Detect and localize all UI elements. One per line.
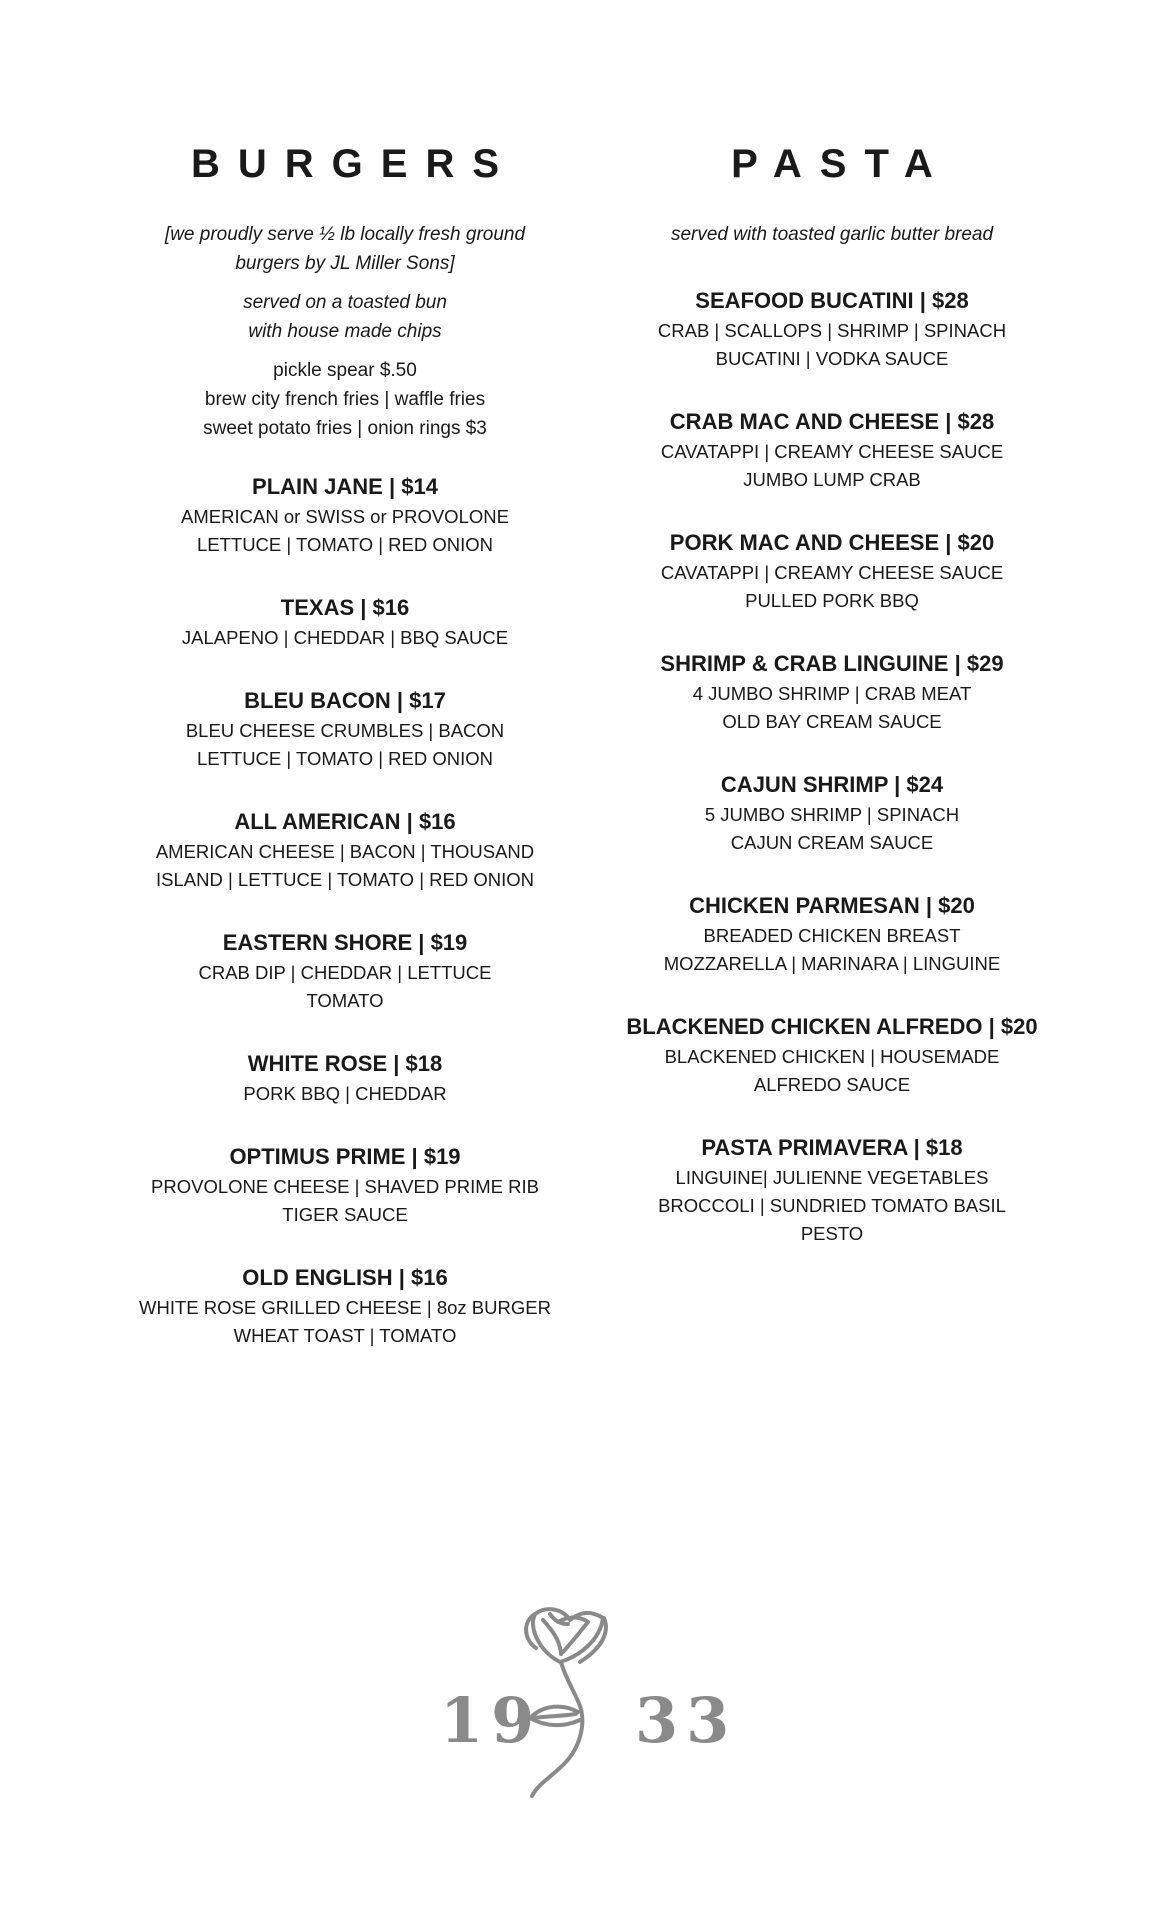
menu-item-description: LINGUINE| JULIENNE VEGETABLES BROCCOLI | SUNDRIED TOMATO BASIL PESTO (658, 1167, 1006, 1244)
burgers-heading: BURGERS (190, 142, 518, 186)
menu-item-description: CRAB | SCALLOPS | SHRIMP | SPINACH BUCATINI | VODKA SAUCE (657, 320, 1007, 369)
menu-item-name: OPTIMUS PRIME | $19 (229, 1144, 461, 1169)
burgers-list (110, 471, 580, 1350)
menu-item-name: BLEU BACON | $17 (244, 688, 446, 713)
menu-item (597, 1011, 1067, 1099)
menu-item-description: CAVATAPPI | CREAMY CHEESE SAUCE JUMBO LUMP CRAB (660, 441, 1004, 490)
side-line: sweet potato fries | onion rings $3 (203, 418, 487, 439)
menu-item (110, 1262, 580, 1350)
menu-item (110, 685, 580, 773)
side-line: pickle spear $.50 (273, 360, 417, 381)
menu-item (597, 769, 1067, 857)
menu-item (597, 890, 1067, 978)
menu-item-description: JALAPENO | CHEDDAR | BBQ SAUCE (181, 627, 509, 648)
menu-item-description: 4 JUMBO SHRIMP | CRAB MEAT OLD BAY CREAM SAUCE (692, 683, 972, 732)
menu-item-description: CRAB DIP | CHEDDAR | LETTUCE TOMATO (198, 962, 492, 1011)
pasta-intro-note: served with toasted garlic butter bread (670, 224, 994, 245)
burgers-sides (110, 356, 580, 443)
menu-item (110, 1141, 580, 1229)
burgers-section (110, 140, 580, 1383)
menu-item-description: PROVOLONE CHEESE | SHAVED PRIME RIB TIGER SAUCE (151, 1176, 539, 1225)
menu-item (597, 406, 1067, 494)
menu-item-name: SEAFOOD BUCATINI | $28 (695, 288, 969, 313)
menu-item-description: 5 JUMBO SHRIMP | SPINACH CAJUN CREAM SAUCE (704, 804, 960, 853)
burgers-intro-note: [we proudly serve ½ lb locally fresh ground burgers by JL Miller Sons] (164, 224, 526, 274)
menu-item-description: BREADED CHICKEN BREAST MOZZARELLA | MARINARA | LINGUINE (663, 925, 1001, 974)
menu-item-name: WHITE ROSE | $18 (247, 1051, 443, 1076)
menu-item (597, 648, 1067, 736)
menu-item-name: OLD ENGLISH | $16 (242, 1265, 448, 1290)
menu-item (597, 1132, 1067, 1248)
menu-item-description: BLACKENED CHICKEN | HOUSEMADE ALFREDO SAUCE (664, 1046, 1000, 1095)
menu-item-name: CRAB MAC AND CHEESE | $28 (669, 409, 995, 434)
logo-year-left: 19 (440, 1684, 543, 1757)
menu-item (110, 927, 580, 1015)
menu-item-name: EASTERN SHORE | $19 (222, 930, 468, 955)
side-line: brew city french fries | waffle fries (204, 389, 486, 410)
logo-year-right: 33 (635, 1684, 738, 1757)
pasta-heading: PASTA (731, 142, 951, 186)
menu-item (110, 471, 580, 559)
menu-item-name: CHICKEN PARMESAN | $20 (689, 893, 975, 918)
menu-item (597, 527, 1067, 615)
menu-item-name: ALL AMERICAN | $16 (234, 809, 456, 834)
menu-item-name: PLAIN JANE | $14 (252, 474, 438, 499)
menu-item-description: PORK BBQ | CHEDDAR (243, 1083, 447, 1104)
menu-item-description: AMERICAN CHEESE | BACON | THOUSAND ISLAND | LETTUCE | TOMATO | RED ONION (155, 841, 535, 890)
menu-item-description: WHITE ROSE GRILLED CHEESE | 8oz BURGER WHEAT TOAST | TOMATO (139, 1297, 551, 1346)
menu-item (110, 1048, 580, 1108)
pasta-section (597, 140, 1067, 1281)
menu-item-description: CAVATAPPI | CREAMY CHEESE SAUCE PULLED PORK BBQ (660, 562, 1004, 611)
menu-item-description: AMERICAN or SWISS or PROVOLONE LETTUCE | TOMATO | RED ONION (181, 506, 509, 555)
menu-item (110, 592, 580, 652)
menu-item (110, 806, 580, 894)
menu-item-name: BLACKENED CHICKEN ALFREDO | $20 (626, 1014, 1038, 1039)
menu-item-description: BLEU CHEESE CRUMBLES | BACON LETTUCE | TOMATO | RED ONION (185, 720, 505, 769)
menu-item-name: CAJUN SHRIMP | $24 (720, 772, 944, 797)
menu-item-name: PASTA PRIMAVERA | $18 (701, 1135, 963, 1160)
menu-item (597, 285, 1067, 373)
burgers-serving-note: served on a toasted bun with house made chips (243, 292, 447, 342)
pasta-list (597, 285, 1067, 1248)
menu-item-name: SHRIMP & CRAB LINGUINE | $29 (660, 651, 1004, 676)
menu-item-name: TEXAS | $16 (280, 595, 410, 620)
menu-item-name: PORK MAC AND CHEESE | $20 (669, 530, 995, 555)
brand-logo (440, 1600, 740, 1810)
